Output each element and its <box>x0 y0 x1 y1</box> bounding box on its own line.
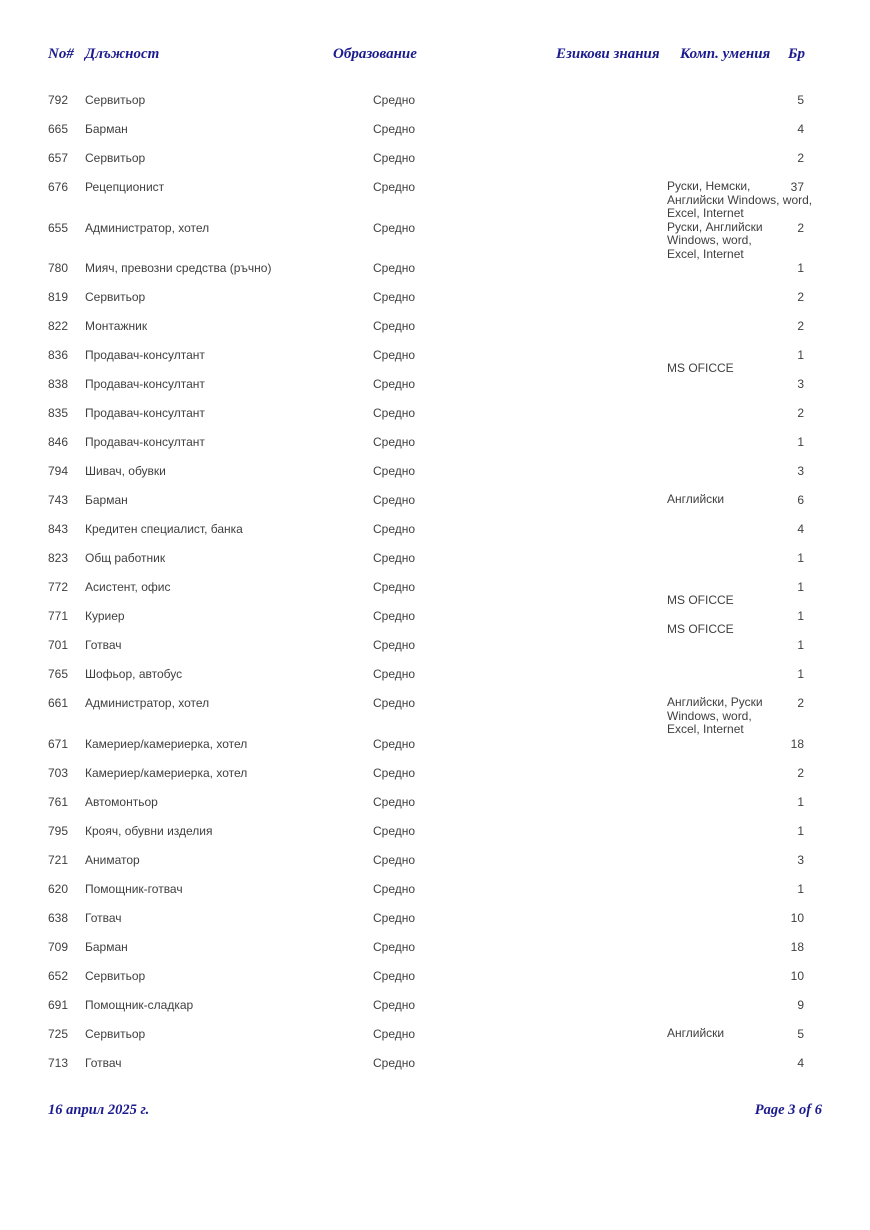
row-position: Барман <box>85 939 128 954</box>
skill-line: Английски, Руски <box>667 695 763 709</box>
footer-page-number: Page 3 of 6 <box>754 1102 822 1118</box>
row-number: 713 <box>48 1055 69 1070</box>
row-number: 665 <box>48 122 69 136</box>
table-row <box>0 406 870 435</box>
row-education: Средно <box>373 968 416 983</box>
row-count: 2 <box>797 319 804 333</box>
table-row <box>0 319 870 348</box>
row-number: 846 <box>48 435 69 449</box>
row-education: Средно <box>373 377 416 391</box>
skill-line: MS OFICCE <box>667 360 734 375</box>
row-count: 10 <box>790 910 804 925</box>
table-row <box>0 464 870 493</box>
row-number: 701 <box>48 638 69 652</box>
row-position: Камериер/камериерка, хотел <box>85 765 248 780</box>
column-header-computer: Комп. умения <box>680 46 771 62</box>
footer-date: 16 април 2025 г. <box>48 1102 150 1118</box>
row-number: 652 <box>48 968 69 983</box>
column-header-count: Бр <box>788 46 806 62</box>
row-education: Средно <box>373 939 416 954</box>
row-position: Камериер/камериерка, хотел <box>85 736 248 751</box>
row-education: Средно <box>373 823 416 838</box>
row-education: Средно <box>373 151 416 165</box>
table-row <box>0 180 870 221</box>
row-education: Средно <box>373 881 416 896</box>
row-position: Сервитьор <box>85 93 146 107</box>
row-position: Рецепционист <box>85 180 165 194</box>
table-row <box>0 609 870 638</box>
table-row <box>0 122 870 151</box>
row-position: Барман <box>85 122 128 136</box>
skill-line: Английски <box>667 492 725 506</box>
table-row <box>0 882 870 911</box>
row-count: 18 <box>790 736 804 751</box>
row-count: 1 <box>797 348 804 362</box>
row-education: Средно <box>373 551 416 565</box>
row-number: 772 <box>48 580 69 594</box>
table-row <box>0 940 870 969</box>
row-count: 4 <box>797 122 804 136</box>
table-row <box>0 638 870 667</box>
row-position: Продавач-консултант <box>85 377 205 391</box>
row-count: 1 <box>797 823 804 838</box>
row-education: Средно <box>373 435 416 449</box>
row-number: 620 <box>48 881 69 896</box>
row-position: Шофьор, автобус <box>85 667 183 681</box>
table-row <box>0 1056 870 1085</box>
row-education: Средно <box>373 122 416 136</box>
row-number: 795 <box>48 823 69 838</box>
row-education: Средно <box>373 667 416 681</box>
row-count: 1 <box>797 551 804 565</box>
row-count: 2 <box>797 220 804 235</box>
skill-line: Windows, word, <box>667 708 752 723</box>
row-position: Помощник-сладкар <box>85 997 194 1012</box>
row-number: 792 <box>48 93 69 107</box>
row-number: 771 <box>48 609 69 623</box>
row-count: 6 <box>797 493 804 507</box>
table-row <box>0 667 870 696</box>
row-education: Средно <box>373 852 416 867</box>
row-position: Барман <box>85 493 128 507</box>
row-position: Автомонтьор <box>85 794 158 809</box>
row-number: 721 <box>48 852 69 867</box>
row-number: 823 <box>48 551 69 565</box>
row-count: 37 <box>790 180 804 194</box>
skill-line: Windows, word, <box>667 233 752 247</box>
column-header-num: No# <box>48 46 74 62</box>
row-count: 3 <box>797 464 804 478</box>
skill-line: Английски <box>667 1025 725 1040</box>
row-education: Средно <box>373 261 416 275</box>
table-row <box>0 221 870 262</box>
row-position: Сервитьор <box>85 290 146 304</box>
skill-line: Excel, Internet <box>667 722 744 736</box>
row-education: Средно <box>373 290 416 304</box>
row-count: 2 <box>797 696 804 710</box>
row-count: 5 <box>797 1026 804 1041</box>
row-position: Кредитен специалист, банка <box>85 522 243 536</box>
row-count: 1 <box>797 667 804 681</box>
row-count: 2 <box>797 290 804 304</box>
row-education: Средно <box>373 493 416 507</box>
table-row <box>0 853 870 882</box>
row-count: 18 <box>790 939 804 954</box>
row-number: 743 <box>48 493 69 507</box>
row-number: 780 <box>48 261 69 275</box>
row-education: Средно <box>373 609 416 623</box>
row-education: Средно <box>373 348 416 362</box>
row-education: Средно <box>373 220 416 235</box>
table-row <box>0 551 870 580</box>
row-education: Средно <box>373 580 416 594</box>
table-row <box>0 766 870 795</box>
row-education: Средно <box>373 522 416 536</box>
row-number: 661 <box>48 696 69 710</box>
row-position: Продавач-консултант <box>85 406 205 420</box>
row-count: 4 <box>797 1055 804 1070</box>
table-row <box>0 493 870 522</box>
row-education: Средно <box>373 638 416 652</box>
skill-line: MS OFICCE <box>667 592 734 607</box>
row-number: 765 <box>48 667 69 681</box>
row-count: 1 <box>797 881 804 896</box>
row-position: Шивач, обувки <box>85 464 166 478</box>
row-number: 819 <box>48 290 69 304</box>
table-row <box>0 151 870 180</box>
row-count: 5 <box>797 93 804 107</box>
column-header-position: Длъжност <box>85 46 160 62</box>
row-number: 835 <box>48 406 69 420</box>
row-position: Готвач <box>85 910 122 925</box>
row-count: 1 <box>797 638 804 652</box>
row-count: 1 <box>797 794 804 809</box>
table-row <box>0 1027 870 1056</box>
table-header <box>0 46 870 64</box>
skill-line: Руски, Немски, <box>667 179 751 193</box>
row-position: Куриер <box>85 609 125 623</box>
row-position: Готвач <box>85 1055 122 1070</box>
row-count: 4 <box>797 522 804 536</box>
row-count: 2 <box>797 765 804 780</box>
row-position: Продавач-консултант <box>85 348 205 362</box>
table-rows <box>0 93 870 1085</box>
row-education: Средно <box>373 910 416 925</box>
row-position: Монтажник <box>85 319 148 333</box>
row-position: Сервитьор <box>85 968 146 983</box>
table-row <box>0 696 870 737</box>
table-row <box>0 580 870 609</box>
table-row <box>0 93 870 122</box>
row-number: 794 <box>48 464 69 478</box>
skill-line: MS OFICCE <box>667 621 734 636</box>
table-row <box>0 969 870 998</box>
row-position: Мияч, превозни средства (ръчно) <box>85 261 272 275</box>
row-education: Средно <box>373 765 416 780</box>
row-number: 725 <box>48 1026 69 1041</box>
row-education: Средно <box>373 1026 416 1041</box>
row-position: Администратор, хотел <box>85 696 210 710</box>
skill-line: Excel, Internet <box>667 246 744 261</box>
row-count: 2 <box>797 406 804 420</box>
row-education: Средно <box>373 406 416 420</box>
row-position: Крояч, обувни изделия <box>85 823 213 838</box>
row-education: Средно <box>373 319 416 333</box>
row-number: 657 <box>48 151 69 165</box>
row-number: 761 <box>48 794 69 809</box>
row-number: 655 <box>48 220 69 235</box>
row-position: Асистент, офис <box>85 580 171 594</box>
row-number: 671 <box>48 736 69 751</box>
row-number: 836 <box>48 348 69 362</box>
row-number: 838 <box>48 377 69 391</box>
row-count: 3 <box>797 852 804 867</box>
row-count: 1 <box>797 261 804 275</box>
row-number: 676 <box>48 180 69 194</box>
table-row <box>0 998 870 1027</box>
row-education: Средно <box>373 180 416 194</box>
row-number: 843 <box>48 522 69 536</box>
row-education: Средно <box>373 1055 416 1070</box>
row-position: Сервитьор <box>85 151 146 165</box>
row-education: Средно <box>373 93 416 107</box>
skill-line: Excel, Internet <box>667 206 744 220</box>
row-count: 2 <box>797 151 804 165</box>
row-position: Аниматор <box>85 852 140 867</box>
table-row <box>0 435 870 464</box>
table-row <box>0 377 870 406</box>
skill-line: Руски, Английски <box>667 219 763 234</box>
row-position: Продавач-консултант <box>85 435 205 449</box>
table-row <box>0 290 870 319</box>
row-number: 638 <box>48 910 69 925</box>
row-position: Общ работник <box>85 551 166 565</box>
row-position: Администратор, хотел <box>85 220 210 235</box>
row-count: 1 <box>797 435 804 449</box>
row-position: Помощник-готвач <box>85 881 183 896</box>
table-row <box>0 348 870 377</box>
row-count: 10 <box>790 968 804 983</box>
row-count: 1 <box>797 609 804 623</box>
row-count: 9 <box>797 997 804 1012</box>
row-number: 691 <box>48 997 69 1012</box>
row-education: Средно <box>373 794 416 809</box>
column-header-education: Образование <box>333 46 417 62</box>
row-education: Средно <box>373 696 416 710</box>
row-number: 703 <box>48 765 69 780</box>
row-position: Готвач <box>85 638 122 652</box>
skill-line: Английски Windows, word, <box>667 192 813 207</box>
table-row <box>0 911 870 940</box>
table-row <box>0 522 870 551</box>
row-position: Сервитьор <box>85 1026 146 1041</box>
table-row <box>0 737 870 766</box>
page-footer <box>0 1102 870 1122</box>
row-education: Средно <box>373 464 416 478</box>
table-row <box>0 795 870 824</box>
table-row <box>0 824 870 853</box>
row-number: 822 <box>48 319 69 333</box>
row-count: 1 <box>797 580 804 594</box>
row-count: 3 <box>797 377 804 391</box>
row-education: Средно <box>373 997 416 1012</box>
row-number: 709 <box>48 939 69 954</box>
table-row <box>0 261 870 290</box>
row-education: Средно <box>373 736 416 751</box>
column-header-languages: Езикови знания <box>556 46 660 62</box>
